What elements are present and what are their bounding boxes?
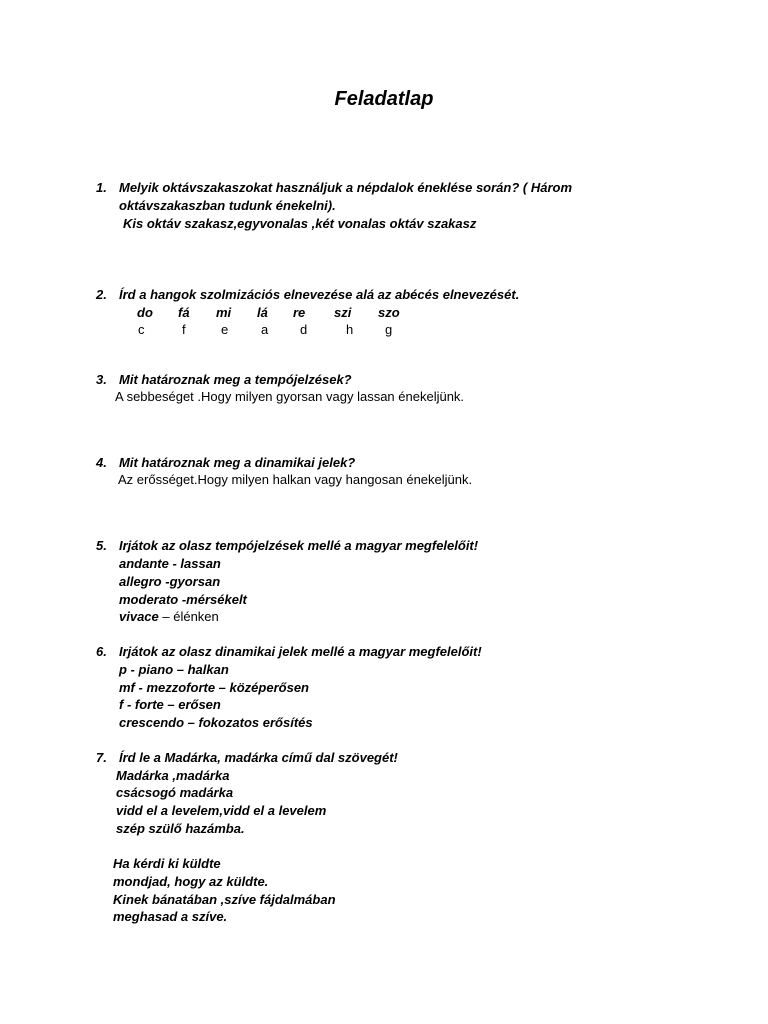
q5-vivace-term: vivace xyxy=(119,609,159,624)
q1-answer: Kis oktáv szakasz,egyvonalas ,két vonalas oktáv szakasz xyxy=(123,216,477,231)
q5-question: Irjátok az olasz tempójelzések mellé a magyar megfelelőit! xyxy=(119,538,479,553)
q2-question: Írd a hangok szolmizációs elnevezése alá az abécés elnevezését. xyxy=(119,287,520,302)
q1-question-line2: oktávszakaszban tudunk énekelni). xyxy=(119,198,336,213)
q7-verse1-line1: Madárka ,madárka xyxy=(116,768,230,783)
q5-vivace-meaning: – élénken xyxy=(158,609,219,624)
letter-e: e xyxy=(221,322,229,337)
letter-g: g xyxy=(385,322,393,337)
q4-question: Mit határoznak meg a dinamikai jelek? xyxy=(119,455,356,470)
page-title: Feladatlap xyxy=(334,88,434,110)
q3-question: Mit határoznak meg a tempójelzések? xyxy=(119,372,352,387)
solfege-fa: fá xyxy=(178,305,190,320)
letter-a: a xyxy=(261,322,269,337)
q4-number: 4. xyxy=(96,455,107,470)
q2-number: 2. xyxy=(96,287,107,302)
q3-number: 3. xyxy=(96,372,107,387)
solfege-szi: szi xyxy=(334,305,352,320)
q6-item-crescendo: crescendo – fokozatos erősítés xyxy=(119,715,313,730)
q6-item-forte: f - forte – erősen xyxy=(119,697,221,712)
q6-question: Irjátok az olasz dinamikai jelek mellé a magyar megfelelőit! xyxy=(119,644,482,659)
q1-question-line1: Melyik oktávszakaszokat használjuk a népdalok éneklése során? ( Három xyxy=(119,180,573,195)
solfege-do: do xyxy=(137,305,153,320)
q1-number: 1. xyxy=(96,180,107,195)
q5-item-allegro: allegro -gyorsan xyxy=(119,574,221,589)
q5-number: 5. xyxy=(96,538,107,553)
q7-verse2-line2: mondjad, hogy az küldte. xyxy=(113,874,269,889)
q5-item-moderato: moderato -mérsékelt xyxy=(119,592,247,607)
q6-item-mezzoforte: mf - mezzoforte – középerősen xyxy=(119,680,309,695)
q7-verse2-line3: Kinek bánatában ,szíve fájdalmában xyxy=(113,892,336,907)
letter-d: d xyxy=(300,322,308,337)
letter-h: h xyxy=(346,322,354,337)
solfege-szo: szo xyxy=(378,305,400,320)
q6-item-piano: p - piano – halkan xyxy=(119,662,229,677)
q4-answer: Az erősséget.Hogy milyen halkan vagy hangosan énekeljünk. xyxy=(118,472,473,487)
q7-verse1-line2: csácsogó madárka xyxy=(116,785,234,800)
q6-number: 6. xyxy=(96,644,107,659)
q7-number: 7. xyxy=(96,750,107,765)
q7-verse2-line4: meghasad a szíve. xyxy=(113,909,228,924)
q7-verse1-line3: vidd el a levelem,vidd el a levelem xyxy=(116,803,327,818)
solfege-re: re xyxy=(293,305,306,320)
letter-c: c xyxy=(138,322,145,337)
q7-verse1-line4: szép szülő hazámba. xyxy=(116,821,245,836)
solfege-la: lá xyxy=(257,305,268,320)
letter-f: f xyxy=(182,322,186,337)
q5-item-vivace xyxy=(119,608,219,626)
q5-item-andante: andante - lassan xyxy=(119,556,221,571)
solfege-mi: mi xyxy=(216,305,232,320)
q7-verse2-line1: Ha kérdi ki küldte xyxy=(113,856,221,871)
q7-question: Írd le a Madárka, madárka című dal szövegét! xyxy=(119,750,398,765)
q3-answer: A sebbeséget .Hogy milyen gyorsan vagy lassan énekeljünk. xyxy=(115,389,465,404)
